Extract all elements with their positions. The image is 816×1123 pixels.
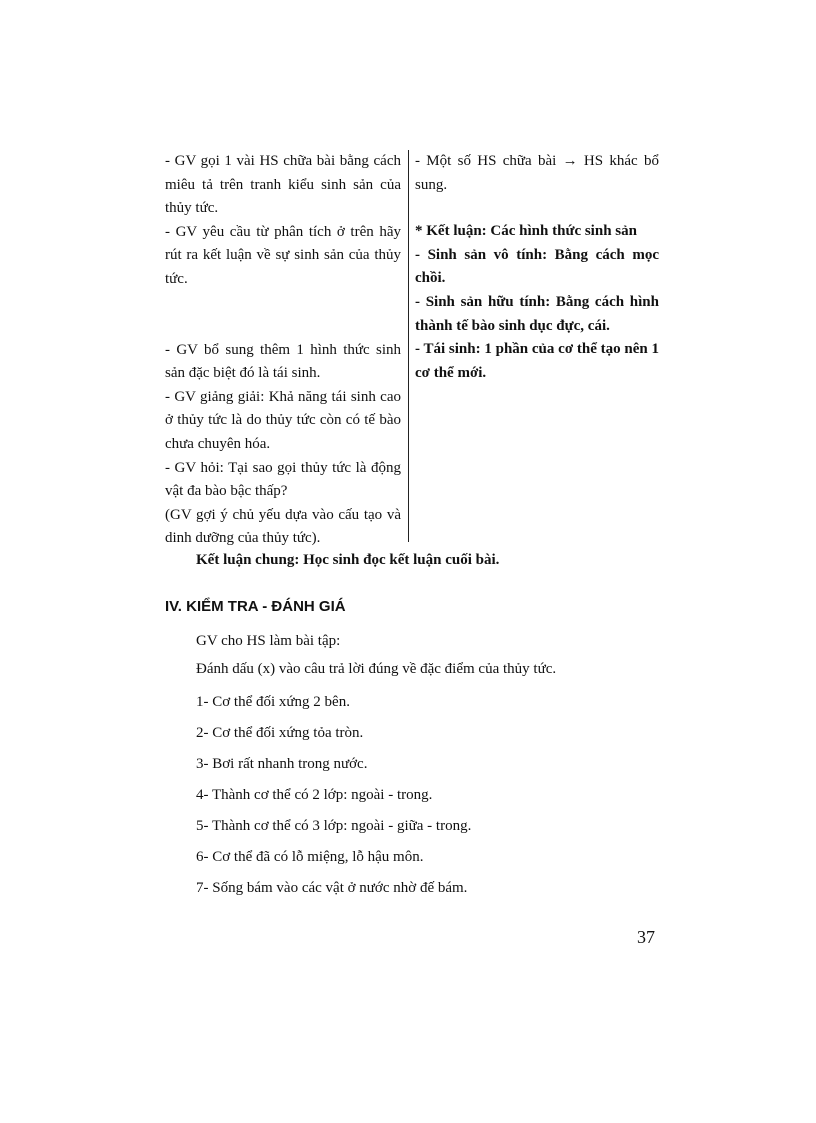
general-conclusion: Kết luận chung: Học sinh đọc kết luận cuối bài. bbox=[196, 552, 500, 568]
asexual-reproduction: - Sinh sản vô tính: Bằng cách mọc chồi. bbox=[415, 246, 659, 287]
teacher-activity-4: - GV giảng giải: Khả năng tái sinh cao ở thủy tức là do thủy tức còn có tế bào chưa chuyên hóa. bbox=[165, 388, 401, 452]
exercise-instruction: Đánh dấu (x) vào câu trả lời đúng về đặc điểm của thủy tức. bbox=[196, 661, 557, 677]
teacher-activity-5: - GV hỏi: Tại sao gọi thủy tức là động vật đa bào bậc thấp? bbox=[165, 459, 401, 500]
exercise-item: 7- Sống bám vào các vật ở nước nhờ đế bám. bbox=[196, 880, 468, 896]
exercise-item: 4- Thành cơ thể có 2 lớp: ngoài - trong. bbox=[196, 787, 433, 803]
exercise-item: 5- Thành cơ thể có 3 lớp: ngoài - giữa - trong. bbox=[196, 818, 472, 834]
exercise-item: 2- Cơ thể đối xứng tỏa tròn. bbox=[196, 725, 364, 741]
exercise-item: 1- Cơ thể đối xứng 2 bên. bbox=[196, 694, 350, 710]
student-activity-1: - Một số HS chữa bài → HS khác bổ sung. bbox=[415, 153, 659, 193]
teacher-activity-6: (GV gợi ý chủ yếu dựa vào cấu tạo và dinh dưỡng của thủy tức). bbox=[165, 506, 401, 547]
exercise-item: 6- Cơ thể đã có lỗ miệng, lỗ hậu môn. bbox=[196, 849, 424, 865]
teacher-activities-column bbox=[165, 150, 401, 551]
student-activities-column bbox=[415, 150, 659, 385]
page-number: 37 bbox=[637, 927, 655, 947]
teacher-activity-1: - GV gọi 1 vài HS chữa bài bằng cách miêu tả trên tranh kiểu sinh sản của thủy tức. bbox=[165, 153, 401, 217]
regeneration: - Tái sinh: 1 phần của cơ thể tạo nên 1 cơ thể mới. bbox=[415, 341, 659, 381]
activity-table bbox=[165, 150, 660, 547]
exercise-intro: GV cho HS làm bài tập: bbox=[196, 633, 341, 649]
column-divider bbox=[408, 150, 409, 542]
teacher-activity-3: - GV bổ sung thêm 1 hình thức sinh sản đặc biệt đó là tái sinh. bbox=[165, 341, 401, 382]
exercise-item: 3- Bơi rất nhanh trong nước. bbox=[196, 756, 368, 772]
section-heading: IV. KIỂM TRA - ĐÁNH GIÁ bbox=[165, 598, 346, 615]
conclusion-heading: * Kết luận: Các hình thức sinh sản bbox=[415, 223, 637, 240]
teacher-activity-2: - GV yêu cầu từ phân tích ở trên hãy rút ra kết luận về sự sinh sản của thủy tức. bbox=[165, 223, 401, 287]
sexual-reproduction: - Sinh sản hữu tính: Bằng cách hình thành tế bào sinh dục đực, cái. bbox=[415, 293, 659, 334]
